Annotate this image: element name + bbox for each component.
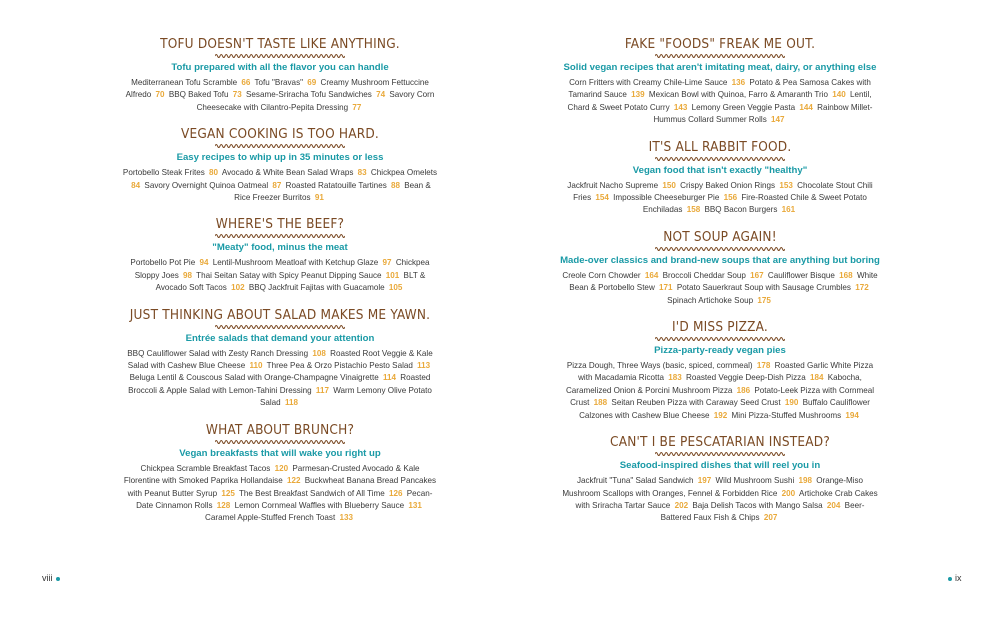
section-subheading: Entrée salads that demand your attention <box>185 332 375 344</box>
section-subheading: Made-over classics and brand-new soups that are anything but boring <box>560 254 880 266</box>
section-subheading: Vegan breakfasts that will wake you right up <box>179 447 381 459</box>
recipe-list <box>120 77 440 114</box>
recipe-title[interactable]: Potato & Pea Samosa Cakes with Tamarind Sauce <box>568 78 871 100</box>
recipe-title[interactable]: White Bean & Portobello Stew <box>569 270 878 293</box>
toc-section <box>120 307 440 410</box>
recipe-page-number[interactable]: 69 <box>307 78 317 87</box>
folio-right-text: ix <box>955 573 962 583</box>
recipe-page-number[interactable]: 140 <box>832 90 846 100</box>
toc-section <box>560 36 880 127</box>
section-subheading: Easy recipes to whip up in 35 minutes or less <box>176 152 384 164</box>
recipe-page-number[interactable]: 117 <box>315 385 329 395</box>
recipe-page-number[interactable]: 147 <box>771 115 785 125</box>
recipe-page-number[interactable]: 122 <box>286 476 301 486</box>
recipe-title[interactable]: Chickpea Omelets <box>370 168 438 178</box>
recipe-page-number[interactable]: 108 <box>312 348 326 358</box>
recipe-page-number[interactable]: 178 <box>756 361 771 371</box>
recipe-list <box>560 77 880 127</box>
recipe-title[interactable]: BBQ Cauliflower Salad with Zesty Ranch Dressing <box>127 348 309 358</box>
right-column <box>560 36 880 537</box>
recipe-title[interactable]: Kabocha, Caramelized Onion & Porcini Mushroom Pizza <box>565 373 862 395</box>
recipe-title[interactable]: Orange-Miso Mushroom Scallops with Oranges, Fennel & Forbidden Rice <box>562 476 864 498</box>
recipe-title[interactable]: Chickpea Scramble Breakfast Tacos <box>140 463 271 473</box>
recipe-title[interactable]: Tofu "Bravas" <box>254 78 303 87</box>
recipe-title[interactable]: Warm Lemony Olive Potato Salad <box>259 385 432 408</box>
section-heading: IT'S ALL RABBIT FOOD. <box>648 138 792 155</box>
recipe-page-number[interactable]: 154 <box>595 193 609 203</box>
recipe-title[interactable]: Chocolate Stout Chili Fries <box>573 180 873 203</box>
recipe-title[interactable]: Roasted Ratatouille Tartines <box>285 180 387 190</box>
toc-section <box>120 216 440 294</box>
recipe-title[interactable]: Potato-Leek Pizza with Cornmeal Crust <box>570 385 875 408</box>
section-heading: CAN'T I BE PESCATARIAN INSTEAD? <box>610 434 830 451</box>
recipe-title[interactable]: Spinach Artichoke Soup <box>667 295 754 305</box>
recipe-page-number[interactable]: 131 <box>408 500 422 510</box>
recipe-page-number[interactable]: 73 <box>232 90 242 100</box>
squiggle-divider-icon <box>655 156 785 162</box>
recipe-title[interactable]: BBQ Bacon Burgers <box>704 205 778 215</box>
recipe-page-number[interactable]: 125 <box>221 488 235 498</box>
recipe-list <box>120 167 440 204</box>
recipe-title[interactable]: Crispy Baked Onion Rings <box>680 180 776 190</box>
section-heading: NOT SOUP AGAIN! <box>663 228 777 245</box>
recipe-page-number[interactable]: 186 <box>736 385 751 395</box>
recipe-page-number[interactable]: 172 <box>855 283 869 293</box>
folio-dot-icon <box>56 577 60 581</box>
section-heading: JUST THINKING ABOUT SALAD MAKES ME YAWN. <box>129 306 431 323</box>
section-heading: FAKE "FOODS" FREAK ME OUT. <box>624 36 816 52</box>
recipe-page-number[interactable]: 105 <box>388 283 403 293</box>
recipe-title[interactable]: Roasted Root Veggie & Kale Salad with Cashew Blue Cheese <box>127 348 433 371</box>
recipe-title[interactable]: Roasted Veggie Deep-Dish Pizza <box>686 373 806 383</box>
recipe-list <box>120 257 440 294</box>
recipe-page-number[interactable]: 167 <box>750 270 764 280</box>
recipe-page-number[interactable]: 207 <box>763 513 778 523</box>
folio-dot-icon <box>948 577 952 581</box>
recipe-title[interactable]: Avocado & White Bean Salad Wraps <box>221 168 354 178</box>
recipe-page-number[interactable]: 150 <box>662 180 676 190</box>
recipe-title[interactable]: Lemony Green Veggie Pasta <box>691 102 796 112</box>
recipe-page-number[interactable]: 101 <box>385 270 400 280</box>
recipe-list <box>560 270 880 307</box>
toc-section <box>120 126 440 204</box>
recipe-page-number[interactable]: 87 <box>272 180 282 190</box>
recipe-page-number[interactable]: 66 <box>241 78 251 87</box>
toc-section <box>560 229 880 307</box>
recipe-page-number[interactable]: 110 <box>249 361 263 371</box>
recipe-page-number[interactable]: 113 <box>417 361 431 371</box>
recipe-title[interactable]: Portobello Steak Frites <box>122 168 205 178</box>
recipe-page-number[interactable]: 204 <box>826 500 841 510</box>
recipe-page-number[interactable]: 114 <box>382 373 397 383</box>
recipe-title[interactable]: Pecan-Date Cinnamon Rolls <box>136 488 433 510</box>
recipe-title[interactable]: Mediterranean Tofu Scramble <box>131 78 238 87</box>
recipe-title[interactable]: Pizza Dough, Three Ways (basic, spiced, cornmeal) <box>566 361 753 371</box>
recipe-title[interactable]: Jackfruit "Tuna" Salad Sandwich <box>576 476 694 486</box>
section-subheading: Tofu prepared with all the flavor you can handle <box>171 62 389 73</box>
recipe-page-number[interactable]: 128 <box>216 500 231 510</box>
recipe-page-number[interactable]: 136 <box>731 78 746 87</box>
recipe-list <box>120 463 440 525</box>
squiggle-divider-icon <box>215 439 345 445</box>
recipe-title[interactable]: Baja Delish Tacos with Mango Salsa <box>692 500 823 510</box>
section-heading: WHAT ABOUT BRUNCH? <box>205 421 355 438</box>
section-subheading: Solid vegan recipes that aren't imitating meat, dairy, or anything else <box>563 62 877 73</box>
recipe-title[interactable]: Potato Sauerkraut Soup with Sausage Crumbles <box>676 283 851 293</box>
recipe-title[interactable]: The Best Breakfast Sandwich of All Time <box>238 488 385 498</box>
section-heading: TOFU DOESN'T TASTE LIKE ANYTHING. <box>160 36 400 52</box>
recipe-page-number[interactable]: 158 <box>686 205 701 215</box>
recipe-page-number[interactable]: 120 <box>274 463 289 473</box>
page-number-right <box>945 573 962 583</box>
recipe-page-number[interactable]: 194 <box>845 410 859 420</box>
recipe-title[interactable]: BBQ Jackfruit Fajitas with Guacamole <box>248 283 385 293</box>
recipe-page-number[interactable]: 74 <box>376 90 386 100</box>
recipe-list <box>560 360 880 422</box>
folio-left-text: viii <box>42 573 53 583</box>
recipe-page-number[interactable]: 184 <box>809 373 824 383</box>
recipe-title[interactable]: Creamy Mushroom Fettuccine Alfredo <box>125 78 429 100</box>
recipe-page-number[interactable]: 183 <box>668 373 682 383</box>
recipe-title[interactable]: Lemon Cornmeal Waffles with Blueberry Sauce <box>234 500 405 510</box>
toc-section <box>560 434 880 525</box>
recipe-list <box>560 475 880 525</box>
recipe-title[interactable]: Corn Fritters with Creamy Chile-Lime Sauce <box>569 78 728 87</box>
recipe-title[interactable]: BBQ Baked Tofu <box>168 90 229 100</box>
recipe-title[interactable]: Thai Seitan Satay with Spicy Peanut Dipping Sauce <box>196 270 382 280</box>
recipe-page-number[interactable]: 126 <box>389 488 403 498</box>
recipe-page-number[interactable]: 102 <box>231 283 245 293</box>
recipe-page-number[interactable]: 133 <box>339 513 353 523</box>
recipe-title[interactable]: Portobello Pot Pie <box>130 258 196 268</box>
recipe-title[interactable]: Mexican Bowl with Quinoa, Farro & Amaranth Trio <box>648 90 828 100</box>
squiggle-divider-icon <box>655 246 785 252</box>
recipe-page-number[interactable]: 161 <box>781 205 796 215</box>
recipe-title[interactable]: Buffalo Cauliflower Calzones with Cashew Blue Cheese <box>579 398 870 420</box>
recipe-title[interactable]: Parmesan-Crusted Avocado & Kale Florentine with Smoked Paprika Hollandaise <box>123 463 420 486</box>
squiggle-divider-icon <box>215 143 345 149</box>
page-number-left <box>42 573 63 583</box>
recipe-title[interactable]: Jackfruit Nacho Supreme <box>567 180 659 190</box>
recipe-title[interactable]: Lentil, Chard & Sweet Potato Curry <box>567 90 872 112</box>
recipe-title[interactable]: Three Pea & Orzo Pistachio Pesto Salad <box>266 361 413 371</box>
recipe-page-number[interactable]: 91 <box>314 193 324 203</box>
recipe-title[interactable]: Beluga Lentil & Couscous Salad with Orange-Champagne Vinaigrette <box>129 373 379 383</box>
recipe-list <box>120 348 440 410</box>
section-subheading: Seafood-inspired dishes that will reel you in <box>619 460 821 472</box>
recipe-page-number[interactable]: 202 <box>674 500 689 510</box>
section-heading: I'D MISS PIZZA. <box>672 319 768 336</box>
recipe-title[interactable]: Buckwheat Banana Bread Pancakes with Peanut Butter Syrup <box>127 476 437 498</box>
recipe-page-number[interactable]: 171 <box>659 283 673 293</box>
toc-section <box>560 139 880 217</box>
recipe-page-number[interactable]: 70 <box>155 90 165 100</box>
section-subheading: Vegan food that isn't exactly "healthy" <box>632 164 808 176</box>
section-heading: VEGAN COOKING IS TOO HARD. <box>181 126 379 143</box>
recipe-page-number[interactable]: 198 <box>798 476 813 486</box>
section-heading: WHERE'S THE BEEF? <box>215 216 345 233</box>
recipe-page-number[interactable]: 168 <box>839 270 853 280</box>
recipe-title[interactable]: BLT & Avocado Soft Tacos <box>155 270 426 293</box>
recipe-page-number[interactable]: 98 <box>183 270 193 280</box>
recipe-page-number[interactable]: 84 <box>131 180 141 190</box>
squiggle-divider-icon <box>655 451 785 457</box>
recipe-page-number[interactable]: 190 <box>784 398 799 408</box>
recipe-title[interactable]: Broccoli Cheddar Soup <box>662 270 746 280</box>
recipe-page-number[interactable]: 77 <box>352 102 362 112</box>
left-column <box>120 36 440 537</box>
recipe-page-number[interactable]: 83 <box>357 168 367 178</box>
recipe-page-number[interactable]: 144 <box>799 102 813 112</box>
recipe-page-number[interactable]: 118 <box>284 398 298 408</box>
recipe-title[interactable]: Savory Corn Cheesecake with Cilantro-Pepita Dressing <box>196 90 435 112</box>
recipe-title[interactable]: Roasted Garlic White Pizza with Macadamia Ricotta <box>578 361 874 383</box>
recipe-title[interactable]: Impossible Cheeseburger Pie <box>613 193 720 203</box>
recipe-title[interactable]: Beer-Battered Faux Fish & Chips <box>660 500 865 523</box>
recipe-list <box>560 180 880 217</box>
squiggle-divider-icon <box>655 336 785 342</box>
recipe-page-number[interactable]: 153 <box>779 180 793 190</box>
recipe-title[interactable]: Mini Pizza-Stuffed Mushrooms <box>731 410 842 420</box>
recipe-page-number[interactable]: 175 <box>757 295 771 305</box>
recipe-page-number[interactable]: 88 <box>391 180 401 190</box>
squiggle-divider-icon <box>215 53 345 59</box>
recipe-title[interactable]: Caramel Apple-Stuffed French Toast <box>205 513 336 523</box>
recipe-title[interactable]: Roasted Broccoli & Apple Salad with Lemon-Tahini Dressing <box>128 373 431 395</box>
recipe-title[interactable]: Wild Mushroom Sushi <box>715 476 795 486</box>
section-subheading: "Meaty" food, minus the meat <box>212 242 348 254</box>
toc-section <box>120 422 440 525</box>
recipe-page-number[interactable]: 97 <box>382 258 392 268</box>
recipe-title[interactable]: Savory Overnight Quinoa Oatmeal <box>144 180 269 190</box>
recipe-page-number[interactable]: 200 <box>781 488 796 498</box>
recipe-title[interactable]: Bean & Rice Freezer Burritos <box>234 180 431 203</box>
recipe-page-number[interactable]: 197 <box>697 476 712 486</box>
toc-section <box>560 319 880 422</box>
toc-section <box>120 36 440 114</box>
recipe-title[interactable]: Creole Corn Chowder <box>562 270 641 280</box>
squiggle-divider-icon <box>215 233 345 239</box>
recipe-title[interactable]: Cauliflower Bisque <box>767 270 835 280</box>
recipe-page-number[interactable]: 80 <box>209 168 219 178</box>
recipe-page-number[interactable]: 139 <box>631 90 645 100</box>
recipe-title[interactable]: Chickpea Sloppy Joes <box>134 258 430 280</box>
recipe-title[interactable]: Artichoke Crab Cakes with Sriracha Tartar Sauce <box>575 488 878 510</box>
squiggle-divider-icon <box>655 53 785 59</box>
recipe-title[interactable]: Sesame-Sriracha Tofu Sandwiches <box>246 90 372 100</box>
recipe-title[interactable]: Fire-Roasted Chile & Sweet Potato Enchiladas <box>642 193 867 215</box>
recipe-page-number[interactable]: 192 <box>713 410 728 420</box>
squiggle-divider-icon <box>215 324 345 330</box>
recipe-title[interactable]: Lentil-Mushroom Meatloaf with Ketchup Glaze <box>212 258 379 268</box>
recipe-title[interactable]: Seitan Reuben Pizza with Caraway Seed Crust <box>611 398 781 408</box>
recipe-title[interactable]: Rainbow Millet-Hummus Collard Summer Rolls <box>653 102 873 125</box>
recipe-page-number[interactable]: 143 <box>673 102 688 112</box>
recipe-page-number[interactable]: 94 <box>199 258 209 268</box>
recipe-page-number[interactable]: 156 <box>723 193 738 203</box>
recipe-page-number[interactable]: 188 <box>593 398 608 408</box>
recipe-page-number[interactable]: 164 <box>644 270 659 280</box>
section-subheading: Pizza-party-ready vegan pies <box>654 345 786 357</box>
